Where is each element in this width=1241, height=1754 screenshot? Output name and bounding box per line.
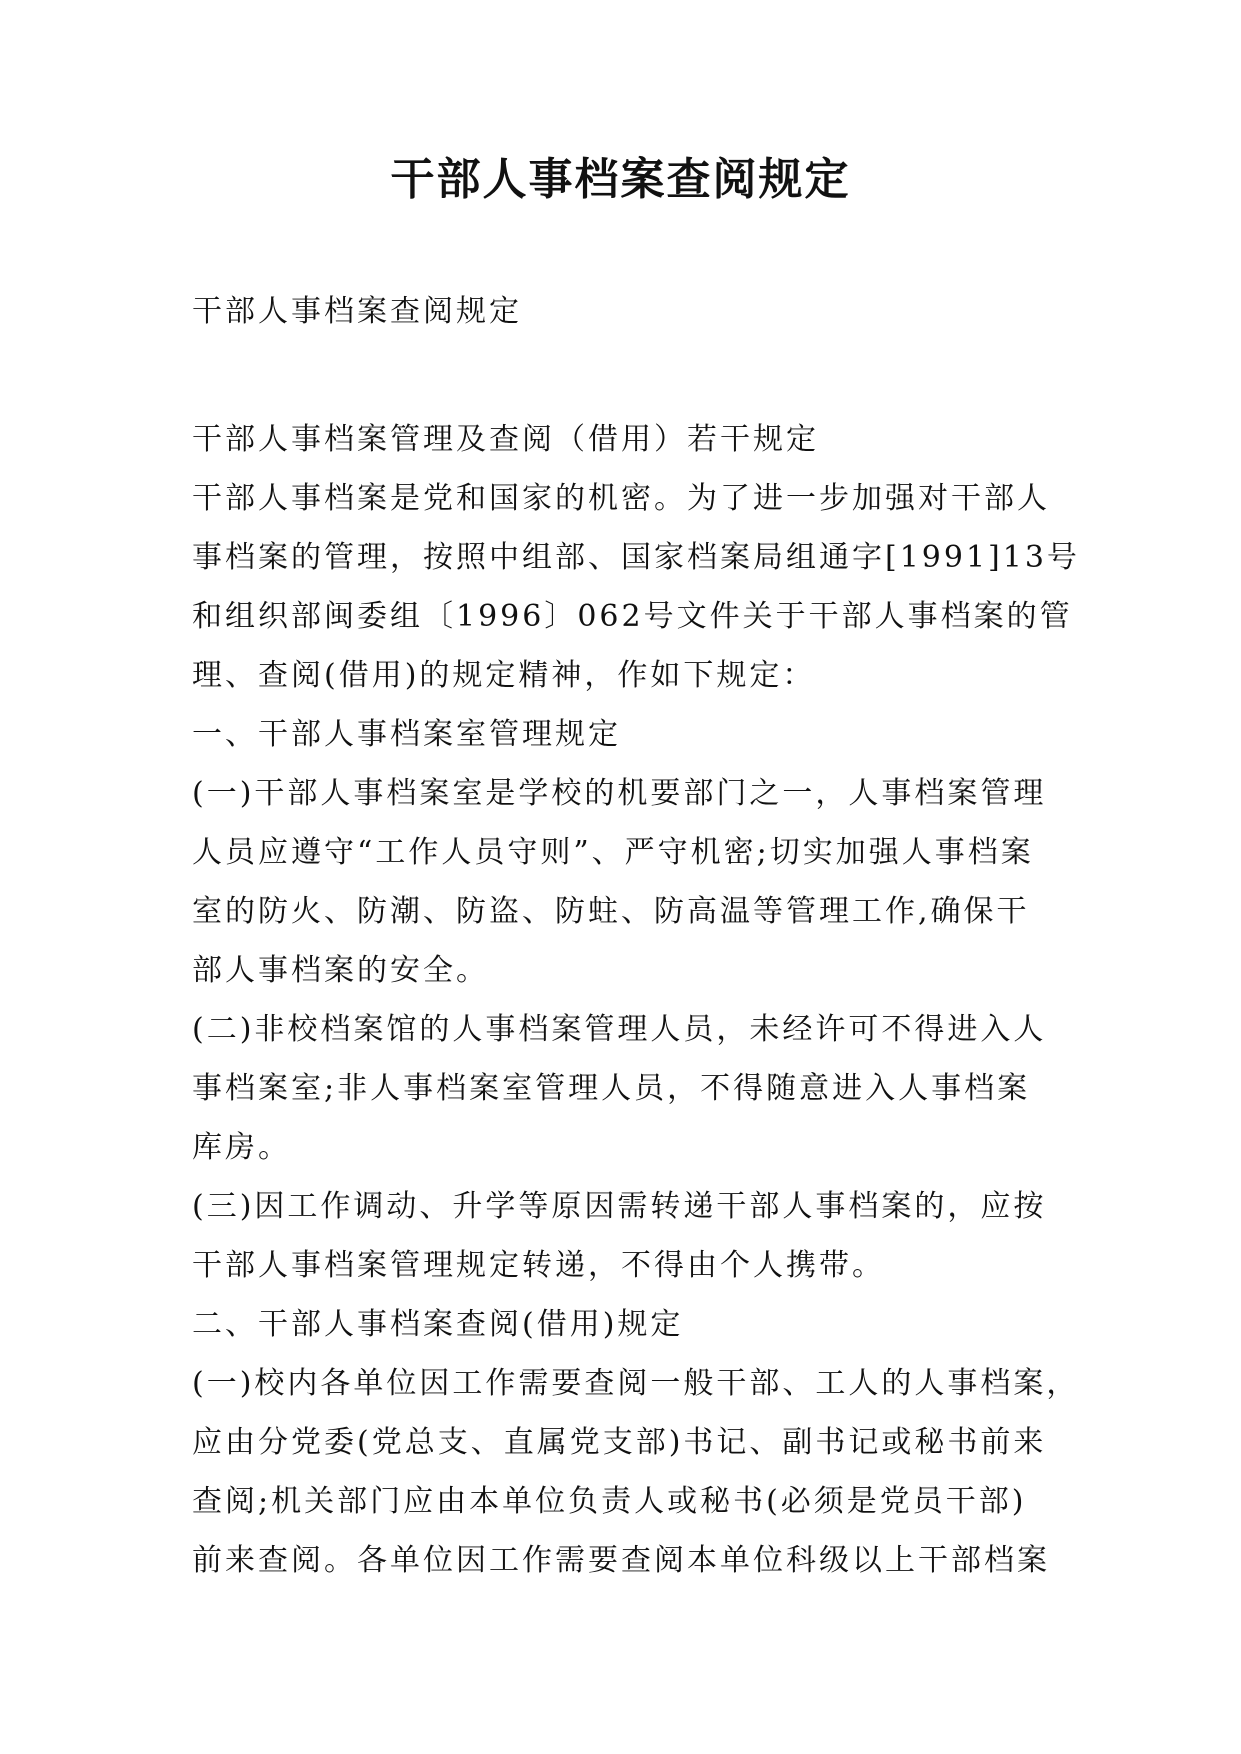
body-line: 理、查阅(借用)的规定精神，作如下规定： <box>192 658 816 693</box>
body-line: 干部人事档案是党和国家的机密。为了进一步加强对干部人 <box>192 481 1050 516</box>
body-line: 事档案室;非人事档案室管理人员，不得随意进入人事档案 <box>192 1071 1031 1106</box>
body-line: 室的防火、防潮、防盗、防蛀、防高温等管理工作,确保干 <box>192 894 1030 929</box>
body-line: 事档案的管理，按照中组部、国家档案局组通字[1991]13号 <box>192 540 1080 575</box>
document-title: 干部人事档案查阅规定 <box>390 154 851 205</box>
section-heading: 二、干部人事档案查阅(借用)规定 <box>192 1307 684 1342</box>
document-subtitle: 干部人事档案查阅规定 <box>192 294 522 329</box>
body-line: 应由分党委(党总支、直属党支部)书记、副书记或秘书前来 <box>192 1425 1047 1460</box>
body-line: 人员应遵守“工作人员守则”、严守机密;切实加强人事档案 <box>192 835 1034 870</box>
section-heading: 一、干部人事档案室管理规定 <box>192 717 621 752</box>
body-line: (一)校内各单位因工作需要查阅一般干部、工人的人事档案， <box>192 1366 1080 1401</box>
body-line: 前来查阅。各单位因工作需要查阅本单位科级以上干部档案 <box>192 1543 1050 1578</box>
document-body <box>192 410 1080 1590</box>
body-line: (三)因工作调动、升学等原因需转递干部人事档案的，应按 <box>192 1189 1047 1224</box>
body-line: 干部人事档案管理及查阅（借用）若干规定 <box>192 422 819 457</box>
body-line: 干部人事档案管理规定转递，不得由个人携带。 <box>192 1248 885 1283</box>
body-line: 部人事档案的安全。 <box>192 953 489 988</box>
body-line: 库房。 <box>192 1130 291 1165</box>
body-line: 查阅;机关部门应由本单位负责人或秘书(必须是党员干部) <box>192 1484 1027 1519</box>
body-line: (二)非校档案馆的人事档案管理人员，未经许可不得进入人 <box>192 1012 1047 1047</box>
body-line: 和组织部闽委组〔1996〕062号文件关于干部人事档案的管 <box>192 599 1073 634</box>
body-line: (一)干部人事档案室是学校的机要部门之一，人事档案管理 <box>192 776 1047 811</box>
